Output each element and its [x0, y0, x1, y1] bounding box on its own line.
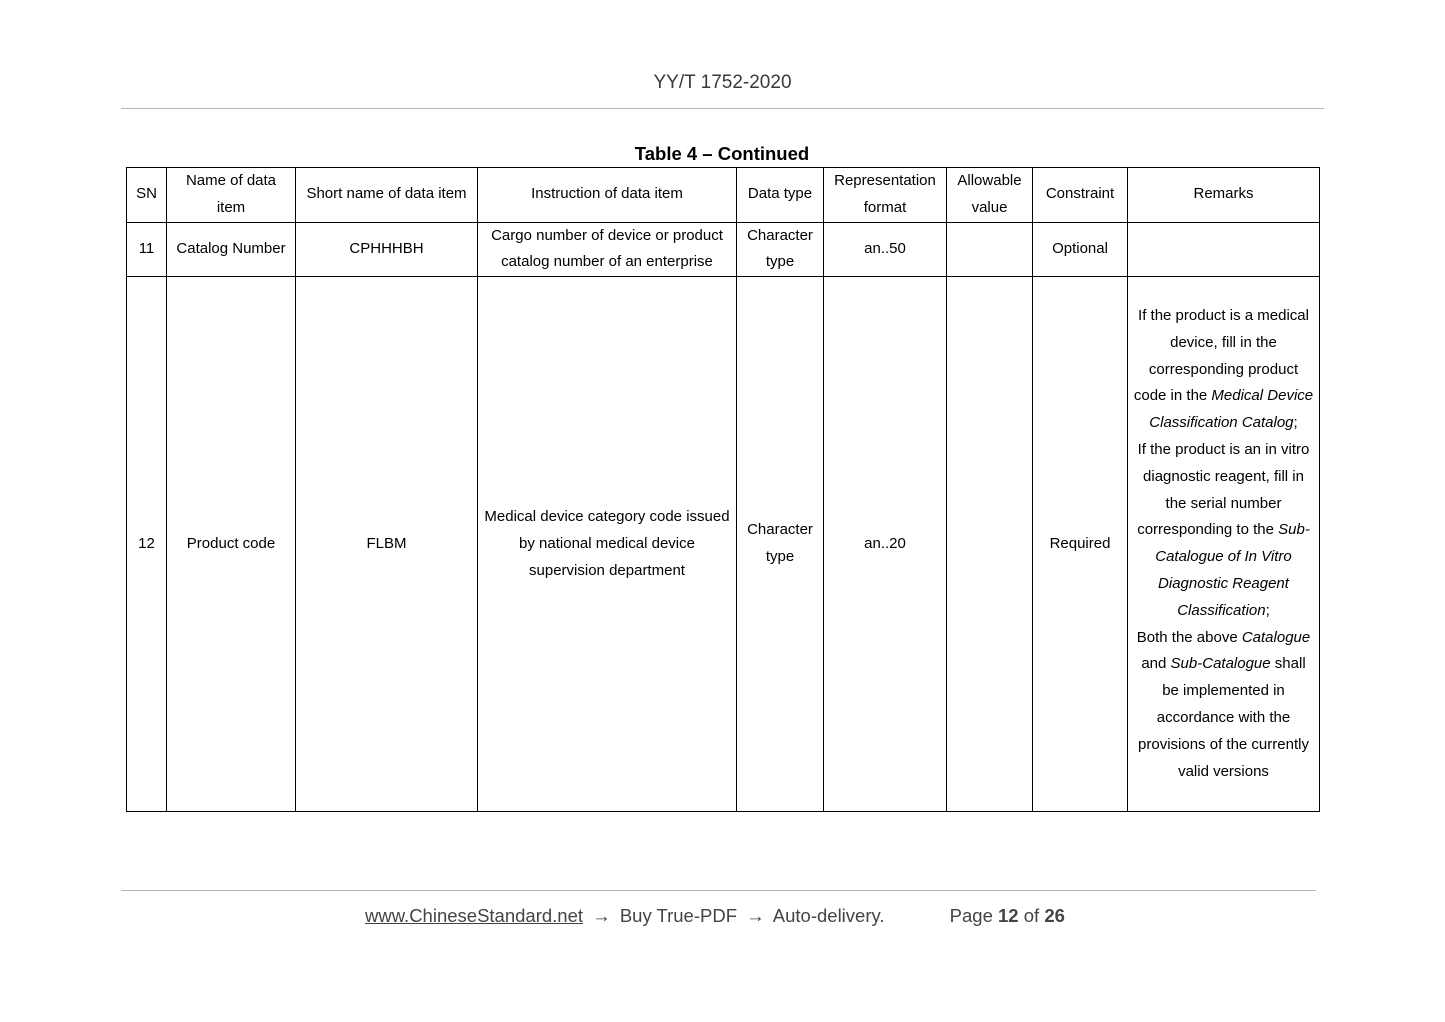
table-title: Table 4 – Continued	[634, 143, 810, 164]
cell-allowable	[947, 277, 1033, 812]
cell-constraint: Optional	[1033, 222, 1128, 277]
cell-sn: 12	[127, 277, 167, 812]
table-row	[127, 277, 1320, 812]
column-header-data-type: Data type	[737, 168, 824, 223]
column-header-sn: SN	[127, 168, 167, 223]
cell-short-name: FLBM	[296, 277, 478, 812]
header-divider	[121, 108, 1324, 109]
of-label: of	[1023, 905, 1040, 926]
cell-name: Catalog Number	[167, 222, 296, 277]
site-link[interactable]: www.ChineseStandard.net	[365, 905, 584, 926]
footer-divider	[121, 890, 1316, 891]
column-header-allowable: Allowable value	[947, 168, 1033, 223]
arrow-right-icon: →	[592, 905, 611, 926]
document-id-header: YY/T 1752-2020	[653, 72, 792, 93]
arrow-right-icon: →	[746, 905, 765, 926]
cell-name: Product code	[167, 277, 296, 812]
cell-instruction: Medical device category code issued by national medical device supervision department	[478, 277, 737, 812]
cell-allowable	[947, 222, 1033, 277]
page-label: Page	[949, 905, 993, 926]
cell-instruction: Cargo number of device or product catalog number of an enterprise	[478, 222, 737, 277]
buy-pdf-text: Buy True-PDF	[619, 905, 738, 926]
page-total: 26	[1044, 905, 1065, 926]
page-footer	[365, 905, 1065, 927]
page-current: 12	[998, 905, 1019, 926]
table-header-row	[127, 168, 1320, 223]
remarks-text: If the product is a medical device, fill in the corresponding product code in the Medical Device Classification Catalog; If the product is an in vitro diagnostic reagent, fill in the serial number corresponding to the Sub-Catalogue of In Vitro Diagnostic Reagent Classification; Both the above Catalogue and Sub-Catalogue shall be implemented in accordance with the provisions of the currently valid versions	[1133, 307, 1314, 780]
cell-data-type: Character type	[737, 222, 824, 277]
cell-short-name: CPHHHBH	[296, 222, 478, 277]
cell-data-type: Character type	[737, 277, 824, 812]
column-header-instruction: Instruction of data item	[478, 168, 737, 223]
table-row	[127, 222, 1320, 277]
cell-remarks	[1128, 222, 1320, 277]
data-items-table	[126, 167, 1320, 812]
column-header-remarks: Remarks	[1128, 168, 1320, 223]
column-header-constraint: Constraint	[1033, 168, 1128, 223]
cell-format: an..20	[824, 277, 947, 812]
column-header-format: Representation format	[824, 168, 947, 223]
auto-delivery-text: Auto-delivery.	[772, 905, 885, 926]
cell-sn: 11	[127, 222, 167, 277]
column-header-name: Name of data item	[167, 168, 296, 223]
cell-remarks	[1128, 277, 1320, 812]
column-header-short-name: Short name of data item	[296, 168, 478, 223]
cell-constraint: Required	[1033, 277, 1128, 812]
cell-format: an..50	[824, 222, 947, 277]
